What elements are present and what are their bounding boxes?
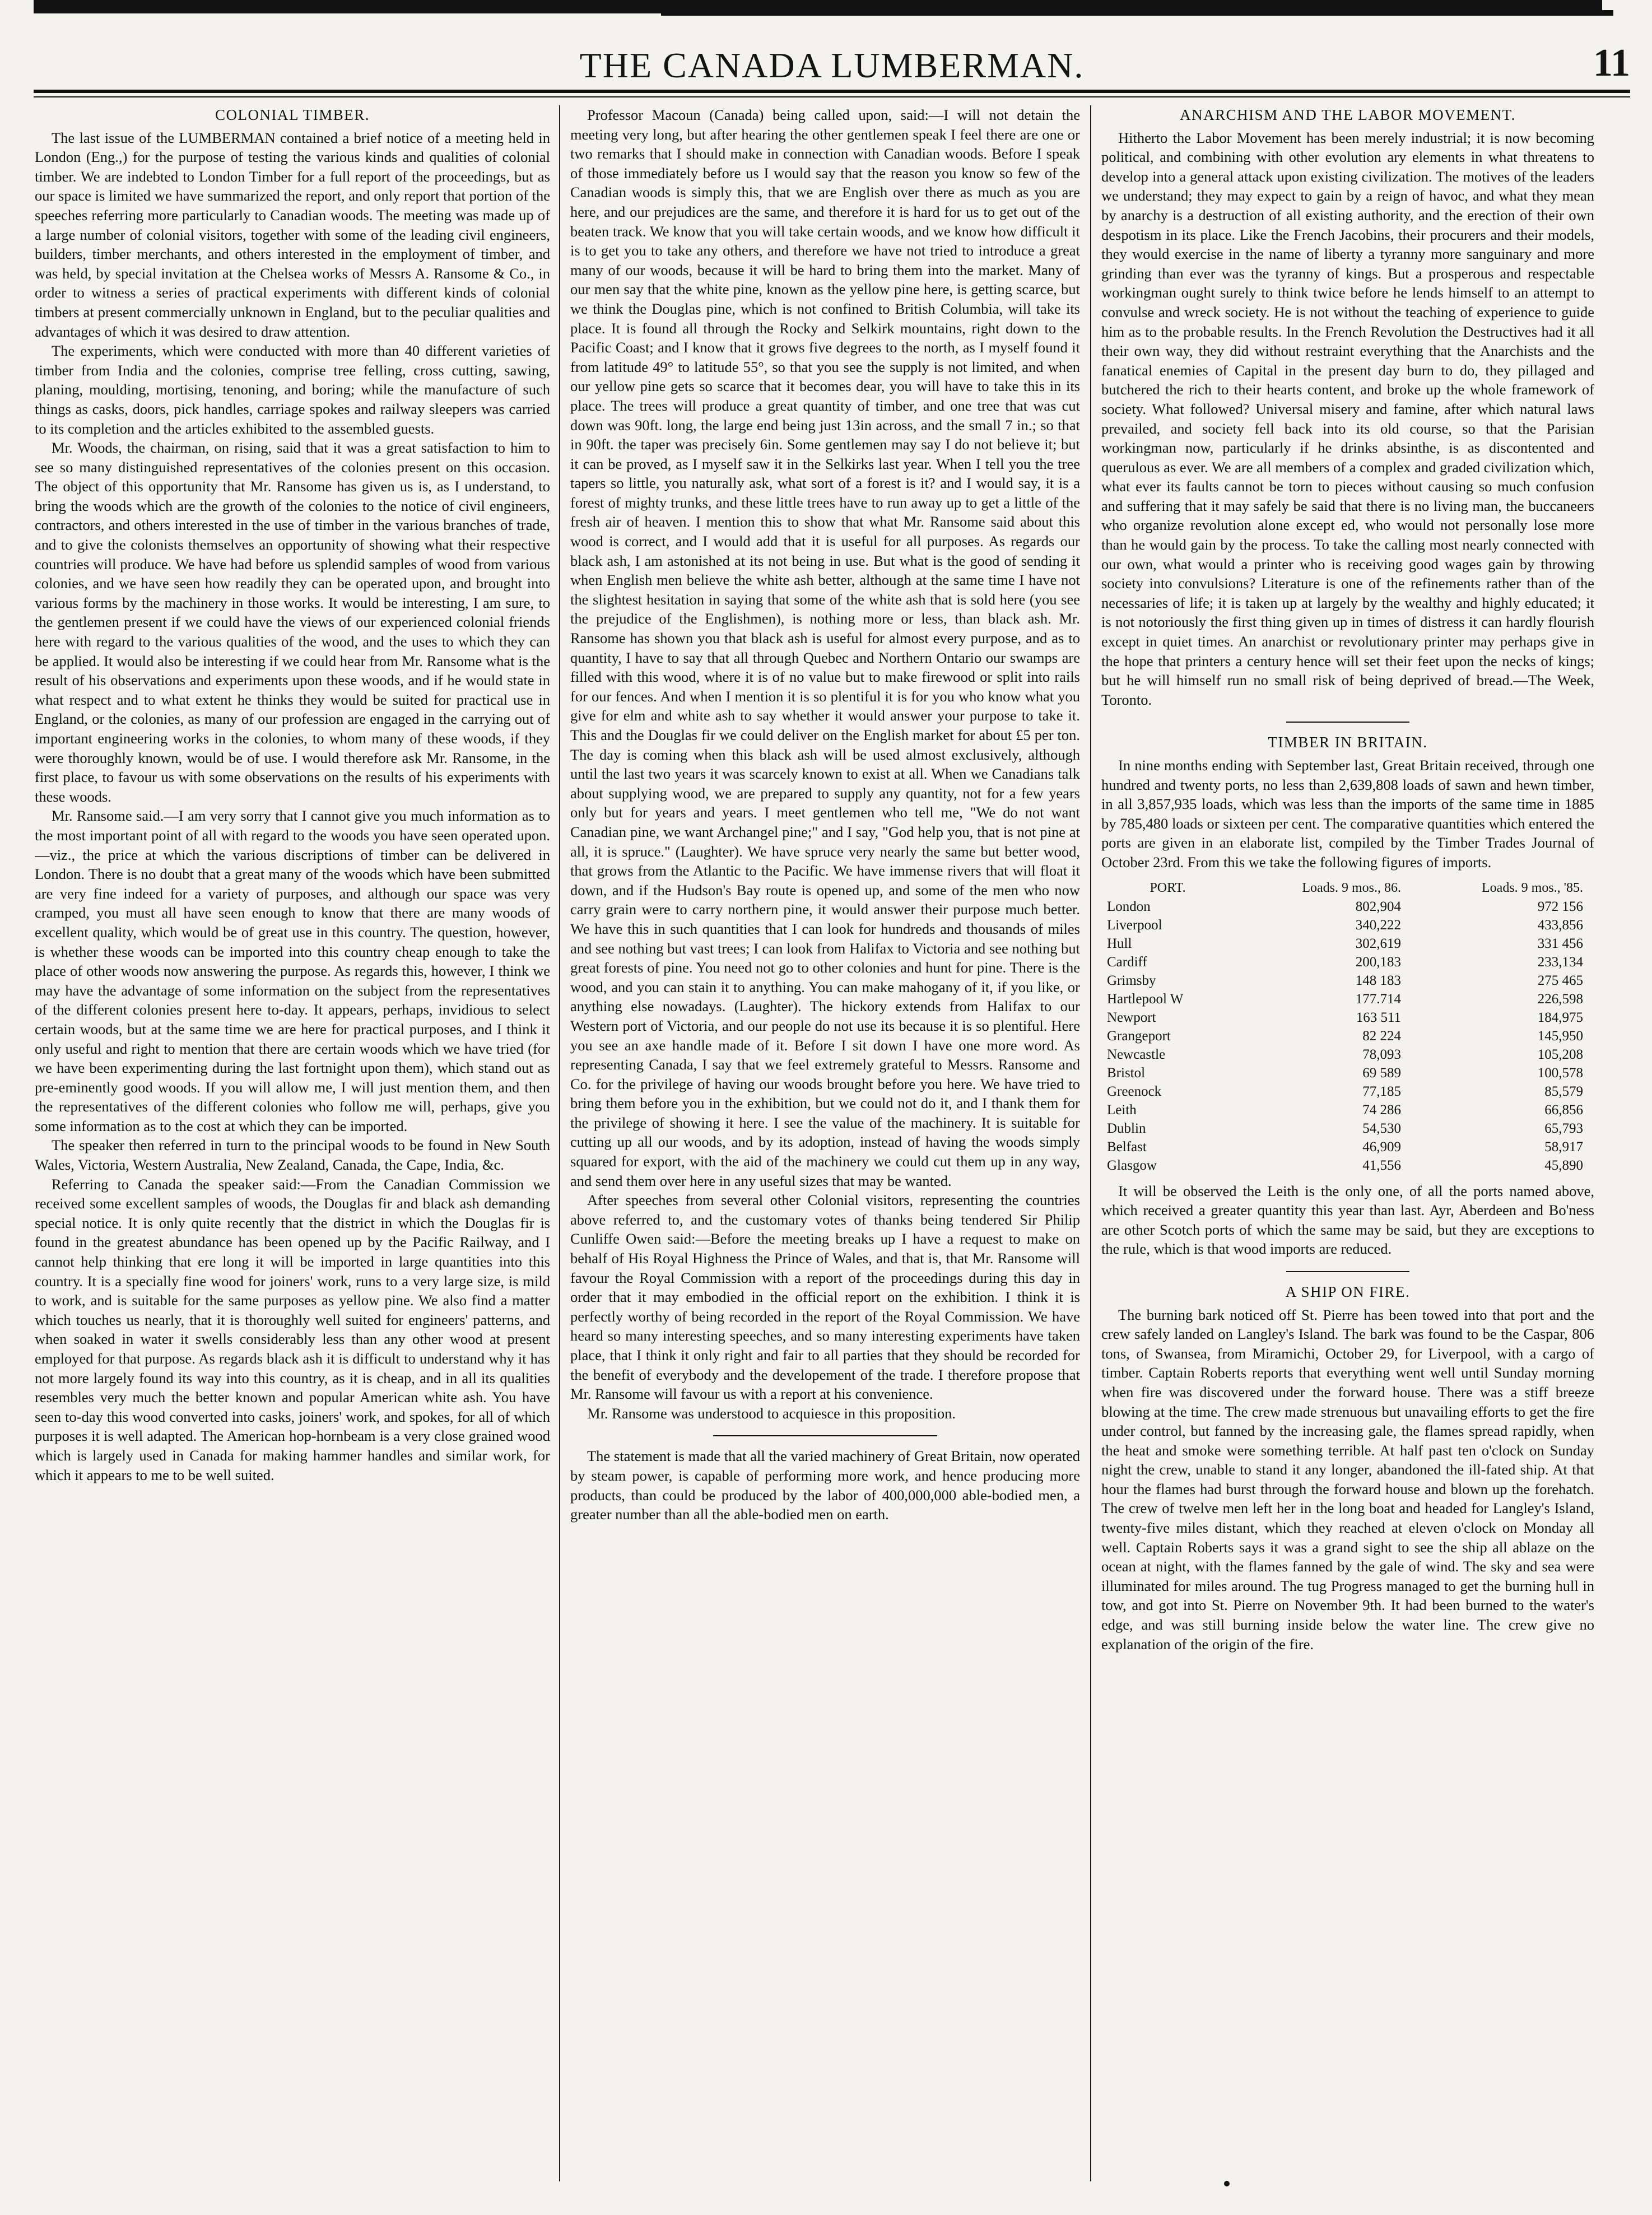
article-paragraph: The speaker then referred in turn to the principal woods to be found in New South Wales, Victoria, Western Australia, New Zealand, Canada, the Cape, India, &c. — [35, 1137, 550, 1174]
table-cell-port: Leith — [1107, 1102, 1137, 1118]
article-paragraph: It will be observed the Leith is the only one, of all the ports named above, which received a greater quantity this year than last. Ayr, Aberdeen and Bo'ness are other Scotch ports of which the same may be said, but they are exceptions to the rule, which is that wood imports are reduced. — [1101, 1182, 1594, 1258]
article-paragraph: The burning bark noticed off St. Pierre has been towed into that port and the crew safely landed on Langley's Island. The bark was found to be the Caspar, 806 tons, of Swansea, from Miramichi, October 29, for Liverpool, with a cargo of timber. Captain Roberts reports that everything went well until Sunday morning when fire was discovered under the forward house. There was a stiff breeze blowing at the time. The crew made strenuous but unavailing efforts to get the fire under control, but fanned by the increasing gale, the flames spread rapidly, when the heat and smoke were something terrible. At half past ten o'clock on Sunday night the crew, unable to stand it any longer, abandoned the ill-fated ship. At that hour the flames had burst through the forward house and blown up the forehatch. The crew of twelve men left her in the long boat and headed for Langley's Island, twenty-five miles distant, which they reached at eleven o'clock on Monday all well. Captain Roberts says it was a grand sight to see the ship all ablaze on the ocean at night, with the flames fanned by the gale of wind. The sky and sea were illuminated for miles around. The tug Progress managed to get the burning hull in tow, and got into St. Pierre on November 9th. It had been burned to the water's edge, and was still burning inside below the water line. The crew give no explanation of the origin of the fire. — [1101, 1306, 1594, 1653]
table-cell-1886: 82 224 — [1362, 1028, 1402, 1044]
table-cell-1886: 46,909 — [1362, 1139, 1402, 1155]
article-heading-timber-in-britain: TIMBER IN BRITAIN. — [1268, 734, 1428, 751]
column-divider — [1090, 105, 1091, 2181]
article-paragraph: Hitherto the Labor Movement has been merely industrial; it is now becoming political, and combining with other evolution ary elements in what threatens to develop into a general attack upon existing civilization. The motives of the leaders we understand; they may expect to gain by a reign of havoc, and what they mean by anarchy is a destruction of all existing authority, and the erection of their own despotism in its place. Like the French Jacobins, their procurers and their models, they would exercise in the name of liberty a tyranny more sanguinary and more grinding than ever was the tyranny of kings. But a prosperous and respectable workingman ought surely to think twice before he lends himself to an attempt to convulse and wreck society. He is not without the teaching of experience to guide him as to the probable results. In the French Revolution the Destructives had it all their own way, they did without restraint everything that the Anarchists and the fanatical enemies of Capital in the present day burn to do, they pillaged and butchered the rich to their hearts content, and broke up the whole framework of society. What followed? Universal misery and famine, after which natural laws prevailed, and society fell back into its old course, so that the Parisian workingman now, particularly if he drinks absinthe, is as discontented and querulous as ever. We are all members of a complex and graded civilization which, what ever its faults cannot be torn to pieces without causing so much confusion and suffering that it may safely be said that there is no living man, the buccaneers who organize revolution alone except ed, who would not personally lose more than he would gain by the process. To take the calling most nearly connected with our own, what would a printer who is receiving good wages gain by throwing society into convulsions? Literature is one of the refinements rather than of the necessaries of life; it is taken up at largely by the wealthy and highly educated; it is not notoriously the first thing given up in times of distress it can hardly flourish except in quiet times. An anarchist or revolutionary printer may perhaps give in the hope that printers a century hence will set their feet upon the necks of kings; but he will himself run no small risk of being deprived of bread.—The Week, Toronto. — [1101, 129, 1594, 708]
table-cell-1886: 340,222 — [1355, 917, 1402, 933]
table-cell-1885: 85,579 — [1544, 1083, 1583, 1099]
table-cell-1885: 972 156 — [1537, 899, 1583, 914]
table-cell-1886: 177.714 — [1355, 991, 1402, 1007]
table-row — [1101, 934, 1594, 953]
table-cell-port: Hull — [1107, 936, 1132, 951]
masthead-title: THE CANADA LUMBERMAN. — [579, 45, 1085, 85]
note-paragraph: The statement is made that all the varied machinery of Great Britain, now operated by steam power, is capable of performing more work, and hence producing more products, than could be produced by the labor of 400,000,000 able-bodied men, a greater number than all the able-bodied men on earth. — [570, 1448, 1080, 1523]
table-header-1885: Loads. 9 mos., '85. — [1482, 880, 1583, 895]
ink-dot — [1224, 2181, 1230, 2186]
article-paragraph: The experiments, which were conducted with more than 40 different varieties of timber from India and the colonies, comprise tree felling, cross cutting, sawing, planing, moulding, mortising, tenoning, and boring; while the manufacture of such things as casks, doors, pick handles, carriage spokes and railway sleepers was carried to its completion and the articles exhibited to the assembled guests. — [35, 342, 550, 437]
table-cell-1885: 433,856 — [1537, 917, 1583, 933]
table-cell-port: Grangeport — [1107, 1028, 1171, 1044]
table-row — [1101, 1101, 1594, 1119]
table-row — [1101, 897, 1594, 916]
article-heading-anarchism: ANARCHISM AND THE LABOR MOVEMENT. — [1180, 106, 1516, 123]
table-cell-1885: 45,890 — [1544, 1157, 1583, 1173]
table-header-row — [1101, 879, 1594, 897]
table-cell-port: Glasgow — [1107, 1157, 1157, 1173]
table-cell-port: Cardiff — [1107, 954, 1147, 970]
table-cell-port: Belfast — [1107, 1139, 1147, 1155]
table-row — [1101, 971, 1594, 990]
timber-imports-table — [1101, 879, 1594, 1175]
column-divider — [559, 105, 560, 2181]
table-cell-1886: 41,556 — [1362, 1157, 1402, 1173]
article-paragraph: Mr. Ransome was understood to acquiesce in this proposition. — [587, 1404, 956, 1422]
section-divider — [1286, 722, 1409, 723]
article-heading-colonial-timber: COLONIAL TIMBER. — [215, 106, 370, 123]
table-cell-1885: 275 465 — [1537, 972, 1583, 988]
table-row — [1101, 953, 1594, 971]
table-row — [1101, 1064, 1594, 1082]
table-cell-port: Dublin — [1107, 1120, 1146, 1136]
table-cell-1885: 233,134 — [1537, 954, 1583, 970]
table-row — [1101, 1082, 1594, 1101]
table-cell-1885: 105,208 — [1537, 1046, 1583, 1062]
table-cell-1886: 148 183 — [1355, 972, 1402, 988]
table-cell-1886: 69 589 — [1362, 1065, 1402, 1081]
table-header-1886: Loads. 9 mos., 86. — [1302, 880, 1402, 895]
table-row — [1101, 990, 1594, 1008]
table-cell-1885: 58,917 — [1544, 1139, 1583, 1155]
header-rule-thin — [34, 96, 1630, 97]
table-cell-port: Liverpool — [1107, 917, 1162, 933]
table-row — [1101, 1027, 1594, 1045]
table-cell-port: Bristol — [1107, 1065, 1146, 1081]
table-cell-1885: 100,578 — [1537, 1065, 1583, 1081]
table-row — [1101, 1138, 1594, 1156]
table-row — [1101, 916, 1594, 934]
table-cell-1886: 302,619 — [1355, 936, 1402, 951]
article-paragraph: Referring to Canada the speaker said:—From the Canadian Commission we received some excellent samples of woods, the Douglas fir and black ash demanding special notice. It is only quite recently that the district in which the Douglas fir is found in the greatest abundance has been opened up by the Pacific Railway, and I cannot help thinking that ere long it will be imported in large quantities into this country. It is a specially fine wood for joiners' work, runs to a very large size, is mild to work, and is suitable for the same purposes as yellow pine. We also find a matter which touches us nearly, that it is thoroughly well suited for engineers' patterns, and when soaked in water it swells considerably less than any other wood at present employed for that purpose. As regards black ash it is difficult to understand why it has not more largely found its way into this country, as it is cheap, and in all its qualities resembles very much the better known and popular American white ash. You have seen to-day this wood converted into casks, joiners' work, and spokes, for all of which purposes it is well adapted. The American hop-hornbeam is a very close grained wood which is largely used in Canada for making hammer handles and similar work, for which it appears to me to be well suited. — [35, 1175, 550, 1483]
section-divider — [713, 1435, 937, 1436]
article-paragraph: In nine months ending with September last, Great Britain received, through one hundred and twenty ports, no less than 2,639,808 loads of sawn and hewn timber, in all 3,857,935 loads, which was less than the imports of the same time in 1885 by 785,480 loads or sixteen per cent. The comparative quantities which entered the ports are given in an elaborate list, compiled by the Timber Trades Journal of October 23rd. From this we take the following figures of imports. — [1101, 757, 1594, 871]
table-cell-1886: 200,183 — [1355, 954, 1402, 970]
table-cell-port: Newcastle — [1107, 1046, 1166, 1062]
table-cell-port: Greenock — [1107, 1083, 1162, 1099]
column-middle — [570, 105, 1080, 2181]
table-cell-1885: 65,793 — [1544, 1120, 1583, 1136]
column-right — [1101, 105, 1594, 2181]
table-cell-1886: 54,530 — [1362, 1120, 1402, 1136]
page-number: 11 — [1593, 41, 1630, 85]
table-row — [1101, 1045, 1594, 1064]
table-cell-1886: 74 286 — [1362, 1102, 1402, 1118]
table-cell-1886: 163 511 — [1356, 1009, 1402, 1025]
article-paragraph: Mr. Woods, the chairman, on rising, said that it was a great satisfaction to him to see so many distinguished representatives of the colonies present on this occasion. The object of this opportunity that Mr. Ransome has given us is, as I understand, to bring the woods which are the growth of the colonies to the notice of civil engineers, contractors, and others interested in the use of timber in the various branches of trade, and to give the colonists themselves an opportunity of showing what their respective countries will produce. We have had before us splendid samples of wood from various colonies, and we have seen how readily they can be operated upon, and brought into various forms by the machinery in those works. It would be interesting, I am sure, to the gentlemen present if we could have the views of our experienced colonial friends here with regard to the various qualities of the wood, and the uses to which they can be applied. It would also be interesting if we could hear from Mr. Ransome what is the result of his observations and experiments upon these woods, and if he would state in what respect and to what extent he thinks they would be suited for practical use in England, or the colonies, as many of our profession are engaged in the carrying out of important engineering works in the colonies, to whom many of these woods, if they were thoroughly known, would be of use. I would therefore ask Mr. Ransome, in the first place, to favour us with some observations on the results of his experiments with these woods. — [35, 439, 550, 805]
article-paragraph: After speeches from several other Colonial visitors, representing the countries above referred to, and the customary votes of thanks being tendered Sir Philip Cunliffe Owen said:—Before the meeting breaks up I have a request to make on behalf of His Royal Highness the Prince of Wales, and that is, that Mr. Ransome will favour the Royal Commission with a report of the proceedings during this day in order that it may embodied in the official report on the exhibition. I think it is perfectly worthy of being recorded in the report of the Royal Commission. We have heard so many interesting speeches, and so many interesting experiments have taken place, that I think it only right and fair to all parties that they should be recorded for the benefit of everybody and the developement of the trade. I therefore propose that Mr. Ransome will favour us with a report at his convenience. — [570, 1192, 1080, 1403]
table-cell-port: London — [1107, 899, 1151, 914]
table-cell-1885: 331 456 — [1537, 936, 1583, 951]
page-header — [34, 41, 1630, 85]
table-cell-1886: 78,093 — [1362, 1046, 1402, 1062]
table-cell-1885: 184,975 — [1537, 1009, 1583, 1025]
table-cell-port: Newport — [1107, 1009, 1156, 1025]
top-printed-bar-edge — [661, 10, 1613, 16]
article-paragraph: The last issue of the LUMBERMAN contained a brief notice of a meeting held in London (Eng.,) for the purpose of testing the various kinds and qualities of colonial timber. We are indebted to London Timber for a full report of the proceedings, but as our space is limited we have summarized the report, and only report that portion of the speeches referring more particularly to Canadian woods. The meeting was made up of a large number of colonial visitors, together with some of the leading civil engineers, builders, timber merchants, and others interested in the employment of timber, and was held, by special invitation at the Chelsea works of Messrs A. Ransome & Co., in order to witness a series of practical experiments with different kinds of colonial timbers at present commercially unknown in England, but to the peculiar qualities and advantages of which it was desired to draw attention. — [35, 129, 550, 340]
section-divider — [1286, 1271, 1409, 1272]
table-cell-1885: 145,950 — [1537, 1028, 1583, 1044]
article-paragraph: Professor Macoun (Canada) being called upon, said:—I will not detain the meeting very long, but after hearing the other gentlemen speak I feel there are one or two remarks that I should make in connection with Canadian woods. Before I speak of those immediately before us I would say that the reason you know so few of the Canadian woods is simply this, that we are English over there as much as you are here, and our prejudices are the same, and therefore it is hard for us to get out of the beaten track. We know that you will take certain woods, and we know how difficult it is to get you to take any others, and therefore we have not tried to introduce a great many of our woods, because it will be hard to bring them into the market. Many of our men say that the white pine, known as the yellow pine here, is getting scarce, but we think the Douglas pine, which is not confined to British Columbia, will take its place. It is found all through the Rocky and Selkirk mountains, right down to the Pacific Coast; and I know that it grows five degrees to the north, as I myself found it from latitude 49° to latitude 55°, so that you see the supply is not limited, and when our yellow pine gets so scarce that it becomes dear, you will have to take this in its place. The trees will produce a great quantity of timber, and one tree that was cut down was 90ft. long, the large end being just 13in across, and the small 7 in.; so that in 90ft. the taper was precisely 6in. Some gentlemen may say I do not believe it; but it can be proved, as I myself saw it in the Selkirks last year. When I tell you the tree tapers so little, you naturally ask, what sort of a forest is it? and I would say, it is a forest of mighty trunks, and these little trees have to run away up to get a little of the fresh air of heaven. I mention this to show that what Mr. Ransome said about this wood is correct, and I would add that it is useful for all purposes. As regards our black ash, I am astonished at its not being in use. But what is the good of sending it when English men believe the white ash better, although at the same time I have not the slightest hesitation in saying that some of the white ash that is sold here (you see the prejudice of the Englishmen), is nothing more or less, than black ash. Mr. Ransome has shown you that black ash is useful for almost every purpose, and as to quantity, I have to say that all through Quebec and Northern Ontario our swamps are filled with this wood, where it is of no value but to make firewood or split into rails for our fences. And when I mention it is so plentiful it is for you who know what you give for elm and white ash to say whether it would answer your purpose to take it. This and the Douglas fir we could deliver on the English market for about £5 per ton. The day is coming when this black ash will be used almost exclusively, although until the last two years it was scarcely known to exist at all. When we Canadians talk about supplying wood, we are prepared to supply any quantity, not for a few years only but for years and years. I meet gentlemen who tell me, "We do not want Canadian pine, we want Archangel pine;" and I say, "God help you, that is not pine at all, it is spruce." (Laughter). We have spruce very nearly the same but better wood, that grows from the Atlantic to the Pacific. We have immense rivers that will float it down, and if the Hudson's Bay route is opened up, and some of the men who now carry grain were to carry northern pine, it would answer their purpose much better. We have this in such quantities that I can look for hundreds and thousands of miles and see nothing but vast trees; I can look from Halifax to Victoria and see nothing but great forests of pine. You need not go to other colonies and hunt for pine. There is the wood, and you can stain it to anything. You can make mahogany of it, if you like, or anything else nowadays. (Laughter). The hickory extends from Halifax to our Western port of Victoria, and our people do not use its because it is so plentiful. Here you see an axe handle made of it. Before I sit down I have one more word. As representing Canada, I say that we feel extremely grateful to Messrs. Ransome and Co. for the privilege of having our woods brought before you here. We have tried to bring them before you in the exhibition, but we could not do it, and I thank them for the privilege of showing it here. I see the value of the machinery. It is suitable for cutting up all our woods, and by its adoption, instead of having the woods simply squared for export, with the aid of the machinery we could cut them up in any way, and send them over here in any useful sizes that may be wanted. — [570, 106, 1080, 1189]
table-row — [1101, 1156, 1594, 1175]
column-left — [35, 105, 550, 2181]
header-rule-thick — [34, 90, 1630, 93]
table-cell-1885: 226,598 — [1537, 991, 1583, 1007]
table-cell-1886: 77,185 — [1362, 1083, 1402, 1099]
table-header-port: PORT. — [1150, 880, 1186, 895]
table-row — [1101, 1008, 1594, 1027]
table-cell-port: Hartlepool W — [1107, 991, 1184, 1007]
article-heading-ship-on-fire: A SHIP ON FIRE. — [1285, 1283, 1411, 1300]
table-cell-1885: 66,856 — [1544, 1102, 1583, 1118]
table-cell-1886: 802,904 — [1355, 899, 1402, 914]
table-row — [1101, 1119, 1594, 1138]
table-cell-port: Grimsby — [1107, 972, 1156, 988]
article-paragraph: Mr. Ransome said.—I am very sorry that I cannot give you much information as to the most important point of all with regard to the woods you have seen operated upon.—viz., the price at which the various discriptions of timber can be delivered in London. There is no doubt that a great many of the woods which have been submitted are very fine indeed for a variety of purposes, and although our space was very cramped, you must all have seen enough to know that there are many woods of excellent quality, which would be of great use in this country. The question, however, is whether these woods can be imported into this country cheap enough to take the place of other woods now answering the purpose. As regards this, however, I think we may have the advantage of some information on the subject from the representatives of the different colonies present here to-day. It appears, perhaps, invidious to select certain woods, but at the same time we are here for practical purposes, and I think it only useful and right to mention that there are certain woods which we have tried (for we have been experimenting during the last fortnight upon them), which stand out as pre-eminently good woods. If you will allow me, I will just mention them, and then the representatives of the different colonies who follow me will, perhaps, give you some information as to the cost at which they can be imported. — [35, 807, 550, 1134]
